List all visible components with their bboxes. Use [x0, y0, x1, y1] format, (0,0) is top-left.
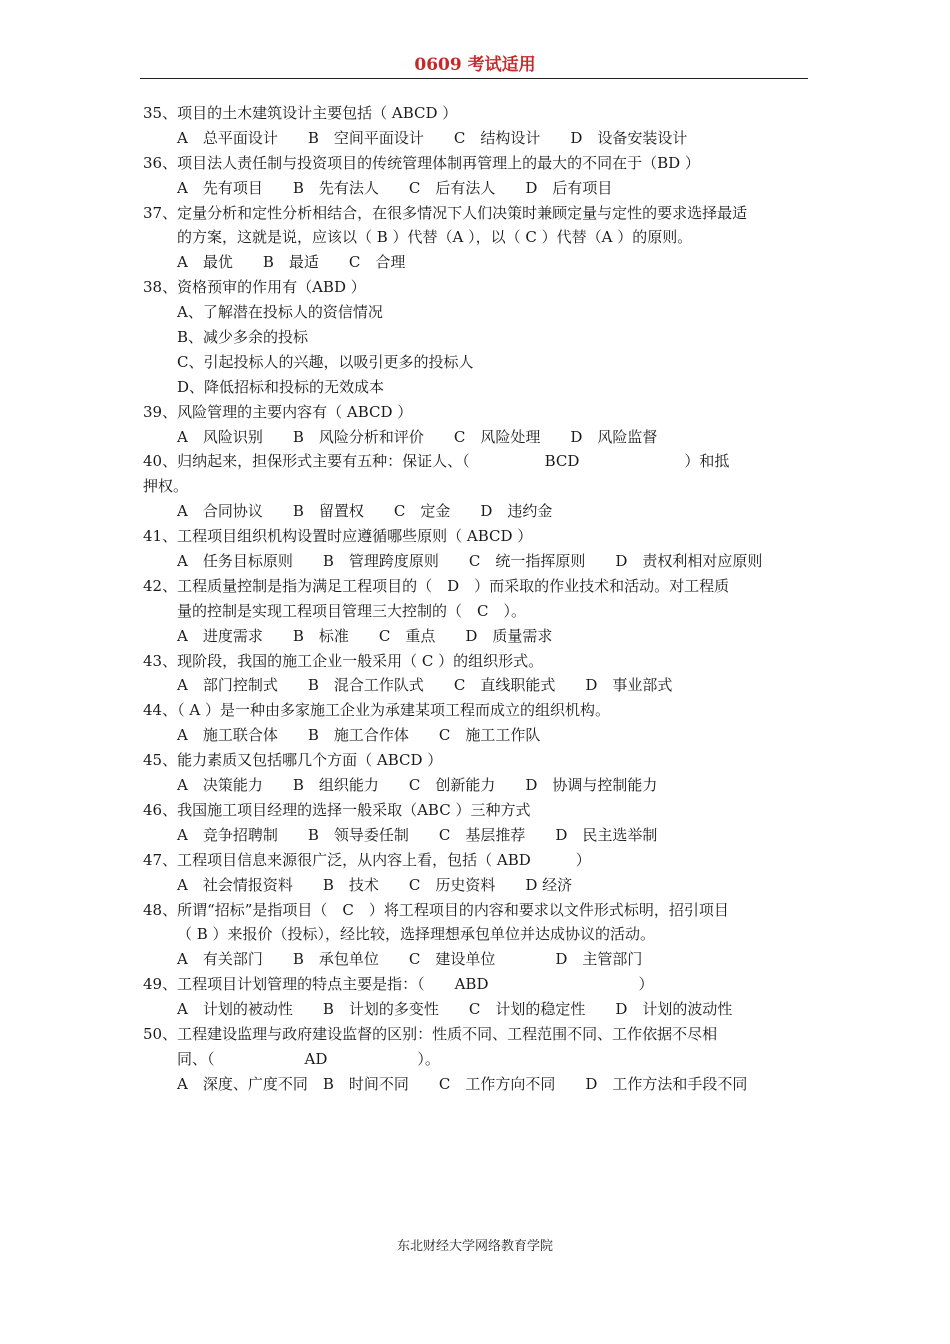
question-48-continued: （ B ）来报价（投标），经比较，选择理想承包单位并达成协议的活动。	[177, 925, 656, 944]
options-36: A 先有项目 B 先有法人 C 后有法人 D 后有项目	[177, 178, 613, 197]
question-45: 45、能力素质又包括哪几个方面（ ABCD ）	[143, 751, 443, 770]
options-47: A 社会情报资料 B 技术 C 历史资料 D 经济	[177, 875, 573, 894]
question-40: 40、归纳起来，担保形式主要有五种：保证人、（ BCD ）和抵	[143, 452, 730, 471]
options-42: A 进度需求 B 标准 C 重点 D 质量需求	[177, 626, 553, 645]
question-44: 44、（ A ）是一种由多家施工企业为承建某项工程而成立的组织机构。	[143, 701, 610, 720]
question-50: 50、工程建设监理与政府建设监督的区别：性质不同、工程范围不同、工作依据不尽相	[143, 1024, 718, 1043]
question-47: 47、工程项目信息来源很广泛，从内容上看，包括（ ABD ）	[143, 850, 591, 869]
options-35: A 总平面设计 B 空间平面设计 C 结构设计 D 设备安装设计	[177, 128, 688, 147]
options-45: A 决策能力 B 组织能力 C 创新能力 D 协调与控制能力	[177, 776, 658, 795]
page-header-title: 0609 考试适用	[414, 55, 536, 75]
option-38-a: A、了解潜在投标人的资信情况	[177, 303, 383, 322]
options-41: A 任务目标原则 B 管理跨度原则 C 统一指挥原则 D 责权利相对应原则	[177, 552, 763, 571]
question-43: 43、现阶段，我国的施工企业一般采用（ C ）的组织形式。	[143, 651, 544, 670]
question-37: 37、定量分析和定性分析相结合，在很多情况下人们决策时兼顾定量与定性的要求选择最适	[143, 203, 748, 222]
options-40: A 合同协议 B 留置权 C 定金 D 违约金	[177, 502, 553, 521]
question-42: 42、工程质量控制是指为满足工程项目的（ D ）而采取的作业技术和活动。对工程质	[143, 576, 730, 595]
option-38-d: D、降低招标和投标的无效成本	[177, 377, 385, 396]
question-40-continued: 押权。	[143, 477, 189, 496]
page-footer: 东北财经大学网络教育学院	[396, 1239, 553, 1254]
options-46: A 竞争招聘制 B 领导委任制 C 基层推荐 D 民主选举制	[177, 825, 658, 844]
options-44: A 施工联合体 B 施工合作体 C 施工工作队	[177, 726, 541, 745]
question-38: 38、资格预审的作用有（ABD ）	[143, 278, 366, 297]
question-list	[143, 101, 808, 1097]
question-42-continued: 量的控制是实现工程项目管理三大控制的（ C ）。	[177, 601, 526, 620]
question-35: 35、项目的土木建筑设计主要包括（ ABCD ）	[143, 104, 458, 122]
options-50: A 深度、广度不同 B 时间不同 C 工作方向不同 D 工作方法和手段不同	[177, 1074, 748, 1093]
question-37-continued: 的方案，这就是说，应该以（ B ）代替（A ），以（ C ）代替（A ）的原则。	[177, 228, 693, 247]
options-39: A 风险识别 B 风险分析和评价 C 风险处理 D 风险监督	[177, 427, 658, 446]
header-divider	[140, 78, 808, 79]
question-48: 48、所谓“招标”是指项目（ C ）将工程项目的内容和要求以文件形式标明，招引项目	[143, 900, 729, 919]
question-46: 46、我国施工项目经理的选择一般采取（ABC ）三种方式	[143, 800, 531, 819]
question-41: 41、工程项目组织机构设置时应遵循哪些原则（ ABCD ）	[143, 527, 533, 546]
question-36: 36、项目法人责任制与投资项目的传统管理体制再管理上的最大的不同在于（BD ）	[143, 153, 700, 172]
options-49: A 计划的被动性 B 计划的多变性 C 计划的稳定性 D 计划的波动性	[177, 1000, 733, 1019]
option-38-b: B、减少多余的投标	[177, 328, 309, 347]
question-39: 39、风险管理的主要内容有（ ABCD ）	[143, 402, 413, 421]
question-50-continued: 同、（ AD ）。	[177, 1049, 440, 1068]
options-37: A 最优 B 最适 C 合理	[177, 253, 406, 272]
option-38-c: C、引起投标人的兴趣，以吸引更多的投标人	[177, 352, 474, 371]
options-43: A 部门控制式 B 混合工作队式 C 直线职能式 D 事业部式	[177, 676, 673, 695]
question-49: 49、工程项目计划管理的特点主要是指：（ ABD ）	[143, 975, 654, 994]
options-48: A 有关部门 B 承包单位 C 建设单位 D 主管部门	[177, 950, 643, 969]
